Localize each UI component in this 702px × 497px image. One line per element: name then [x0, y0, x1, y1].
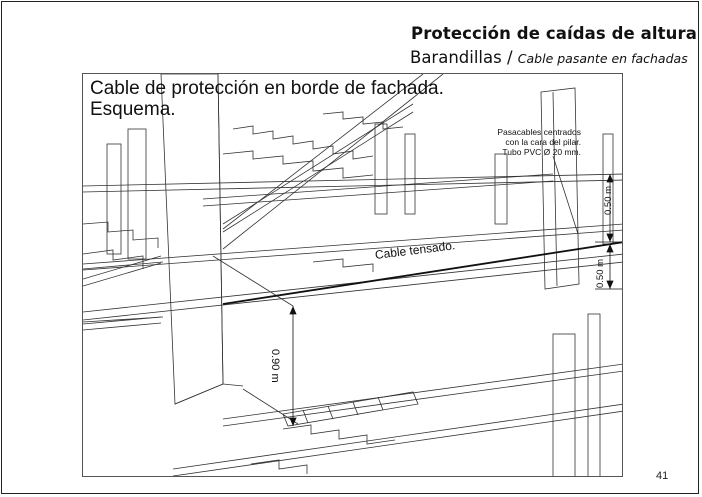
cable-label: Cable tensado. — [374, 238, 456, 262]
lower-dimension-label: 0.50 m — [595, 258, 606, 288]
far-staircase — [223, 104, 413, 232]
figure-title-line1: Cable de protección en borde de fachada. — [90, 78, 444, 99]
upper-dimension-label: 0.50 m — [603, 185, 614, 215]
subtitle-main: Barandillas — [410, 48, 502, 67]
left-staircase — [83, 222, 161, 330]
dimension-090 — [290, 306, 296, 426]
section-subtitle — [410, 48, 688, 68]
section-title: Protección de caídas de altura — [411, 24, 697, 43]
figure-title — [90, 78, 444, 120]
schematic-figure — [82, 73, 623, 477]
pass-through-note — [426, 127, 581, 157]
note-line2: con la cara del pilar. — [505, 137, 581, 147]
figure-title-line2: Esquema. — [90, 99, 176, 120]
subtitle-detail: Cable pasante en fachadas — [517, 51, 688, 66]
note-line1: Pasacables centrados — [497, 127, 581, 137]
page-number: 41 — [656, 470, 669, 482]
height-dimension-label: 0.90 m — [269, 349, 281, 383]
note-line3: Tubo PVC Ø 20 mm. — [502, 147, 581, 157]
lower-staircase — [251, 392, 418, 474]
subtitle-separator: / — [501, 48, 518, 67]
